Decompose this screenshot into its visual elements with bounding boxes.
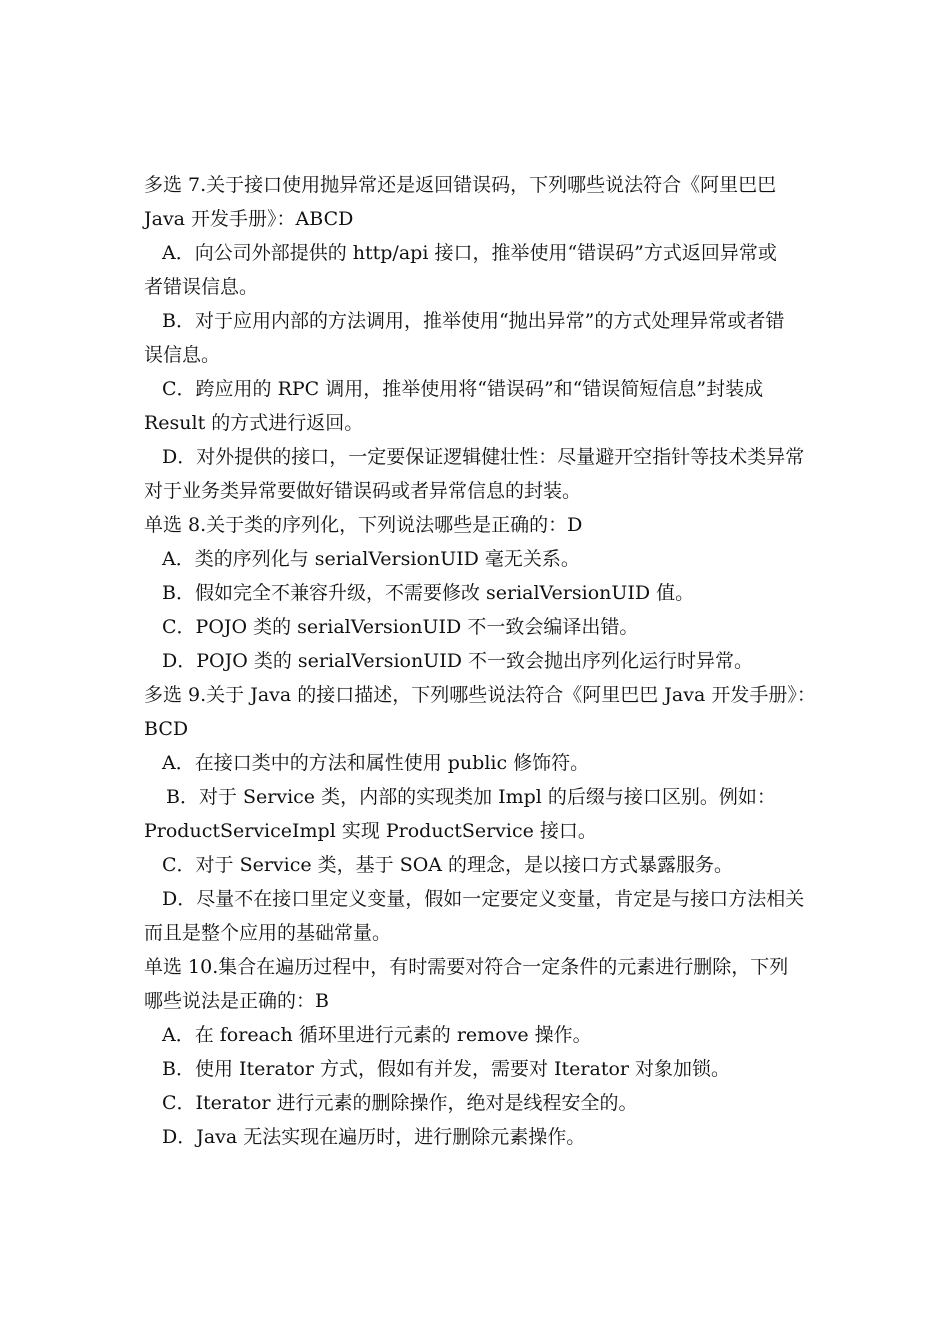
q8-option-a: A．类的序列化与 serialVersionUID 毫无关系。 [162, 548, 580, 570]
q7-option-c-line-2: Result 的方式进行返回。 [144, 412, 364, 434]
q9-option-a: A．在接口类中的方法和属性使用 public 修饰符。 [162, 752, 590, 774]
q10-question-line-1: 单选 10.集合在遍历过程中，有时需要对符合一定条件的元素进行删除，下列 [144, 956, 789, 978]
q8-option-c: C．POJO 类的 serialVersionUID 不一致会编译出错。 [162, 616, 639, 638]
q7-option-c-line-1: C．跨应用的 RPC 调用，推举使用将“错误码”和“错误简短信息”封装成 [162, 378, 764, 400]
q10-option-c: C．Iterator 进行元素的删除操作，绝对是线程安全的。 [162, 1092, 638, 1114]
q7-question-line-1: 多选 7.关于接口使用抛异常还是返回错误码，下列哪些说法符合《阿里巴巴 [144, 174, 777, 196]
q7-option-d-line-2: 对于业务类异常要做好错误码或者异常信息的封装。 [144, 480, 582, 502]
q7-option-a-line-1: A．向公司外部提供的 http/api 接口，推举使用“错误码”方式返回异常或 [162, 242, 777, 264]
q9-option-c: C．对于 Service 类，基于 SOA 的理念，是以接口方式暴露服务。 [162, 854, 734, 876]
q7-question-line-2: Java 开发手册》：ABCD [144, 208, 354, 230]
q9-question-line-1: 多选 9.关于 Java 的接口描述，下列哪些说法符合《阿里巴巴 Java 开发手册》： [144, 684, 816, 706]
q8-option-d: D．POJO 类的 serialVersionUID 不一致会抛出序列化运行时异常。 [162, 650, 754, 672]
q9-question-line-2: BCD [144, 718, 189, 740]
q10-option-d: D．Java 无法实现在遍历时，进行删除元素操作。 [162, 1126, 586, 1148]
q7-option-a-line-2: 者错误信息。 [144, 276, 259, 298]
q9-option-d-line-1: D．尽量不在接口里定义变量，假如一定要定义变量，肯定是与接口方法相关 [162, 888, 805, 910]
q10-option-a: A．在 foreach 循环里进行元素的 remove 操作。 [162, 1024, 592, 1046]
q9-option-b-line-1: B．对于 Service 类，内部的实现类加 Impl 的后缀与接口区别。例如： [166, 786, 776, 808]
q7-option-b-line-1: B．对于应用内部的方法调用，推举使用“抛出异常”的方式处理异常或者错 [162, 310, 785, 332]
q9-option-d-line-2: 而且是整个应用的基础常量。 [144, 922, 392, 944]
q8-option-b: B．假如完全不兼容升级，不需要修改 serialVersionUID 值。 [162, 582, 695, 604]
q9-option-b-line-2: ProductServiceImpl 实现 ProductService 接口。 [144, 820, 597, 842]
q10-option-b: B．使用 Iterator 方式，假如有并发，需要对 Iterator 对象加锁。 [162, 1058, 731, 1080]
q7-option-d-line-1: D．对外提供的接口，一定要保证逻辑健壮性：尽量避开空指针等技术类异常 [162, 446, 805, 468]
q8-question-line-1: 单选 8.关于类的序列化，下列说法哪些是正确的：D [144, 514, 583, 536]
document-body [144, 168, 824, 1154]
q10-question-line-2: 哪些说法是正确的：B [144, 990, 329, 1012]
q7-option-b-line-2: 误信息。 [144, 344, 221, 366]
